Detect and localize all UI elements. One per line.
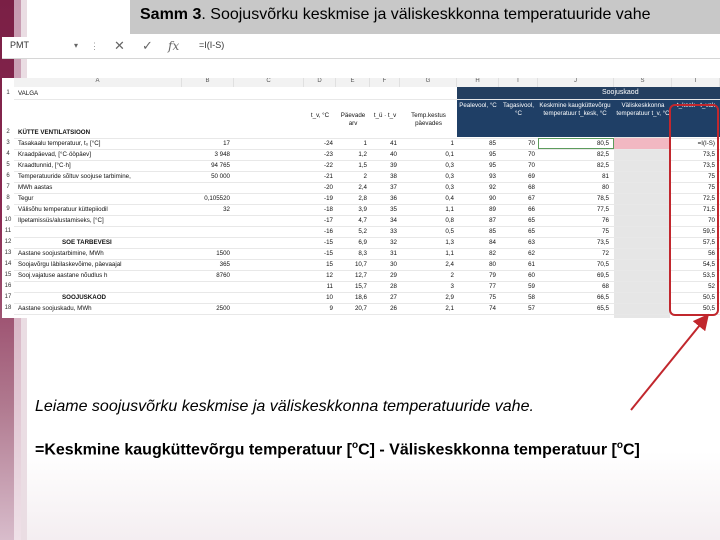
row-label[interactable]: Tasakaalu temperatuur, t₀ [°C] <box>18 140 101 147</box>
data-cell[interactable]: 11 <box>326 283 333 290</box>
data-cell[interactable]: 68 <box>602 283 609 290</box>
data-cell[interactable]: 80,5 <box>596 140 609 147</box>
data-cell[interactable]: 74 <box>489 305 496 312</box>
formula-input[interactable]: =I(I-S) <box>199 40 225 50</box>
data-cell[interactable]: 1,1 <box>445 250 454 257</box>
data-cell[interactable]: 20,7 <box>354 305 367 312</box>
data-cell[interactable]: 73,5 <box>702 162 715 169</box>
data-cell[interactable]: 37 <box>390 184 397 191</box>
data-cell[interactable]: 18,6 <box>354 294 367 301</box>
data-cell[interactable]: 12 <box>326 272 333 279</box>
data-cell[interactable]: 31 <box>390 250 397 257</box>
row-number[interactable]: 14 <box>4 261 12 267</box>
data-cell[interactable]: 41 <box>390 140 397 147</box>
data-cell[interactable]: 30 <box>390 261 397 268</box>
data-cell[interactable]: 56 <box>708 250 715 257</box>
data-cell[interactable]: 5,2 <box>358 228 367 235</box>
data-cell[interactable]: 2 <box>363 173 367 180</box>
row-number[interactable]: 6 <box>6 173 10 179</box>
data-cell[interactable]: 85 <box>489 228 496 235</box>
caption-formula-part1: =Keskmine kaugküttevõrgu temperatuur [ <box>35 441 352 459</box>
row-label[interactable]: SOE TARBEVESI <box>62 239 112 246</box>
row-number[interactable]: 4 <box>6 151 10 157</box>
data-cell[interactable]: 0,3 <box>445 162 454 169</box>
column-header[interactable]: T <box>672 78 720 87</box>
data-cell[interactable]: 75 <box>489 294 496 301</box>
row-value[interactable]: 3 948 <box>214 151 230 158</box>
right-column-header: Väliskeskkonna temperatuur t_v, °C <box>616 102 670 117</box>
row-number[interactable]: 10 <box>4 217 12 223</box>
data-cell[interactable]: 82,5 <box>596 162 609 169</box>
column-header[interactable]: C <box>234 78 304 87</box>
data-cell[interactable]: 75 <box>602 228 609 235</box>
data-cell[interactable]: 2,1 <box>445 305 454 312</box>
data-cell[interactable]: -23 <box>324 151 333 158</box>
mid-column-header: t_ü · t_v <box>373 112 397 119</box>
right-column-header: Keskmine kaugküttevõrgu temperatuur t_kesk, °C <box>539 102 611 117</box>
column-header[interactable]: D <box>304 78 336 87</box>
row-label[interactable]: Soojavõrgu läbilaskevõime, päevaajal <box>18 261 122 268</box>
right-column-header: t_kesk - t_vak <box>676 102 716 109</box>
data-cell[interactable]: 27 <box>390 294 397 301</box>
data-cell[interactable]: -19 <box>324 195 333 202</box>
data-cell[interactable]: 58 <box>528 294 535 301</box>
data-cell[interactable]: 77,5 <box>596 206 609 213</box>
data-cell[interactable]: 0,3 <box>445 184 454 191</box>
degree-symbol: o <box>616 440 623 451</box>
row-number[interactable]: 1 <box>6 90 10 96</box>
data-cell[interactable]: 57 <box>528 305 535 312</box>
data-cell[interactable]: 50,5 <box>702 294 715 301</box>
row-number[interactable]: 16 <box>4 283 12 289</box>
column-header[interactable]: A <box>14 78 182 87</box>
data-cell[interactable]: 54,5 <box>702 261 715 268</box>
row-value[interactable]: 50 000 <box>211 173 230 180</box>
data-cell[interactable]: 82 <box>489 250 496 257</box>
cancel-entry-icon[interactable]: ✕ <box>114 38 125 53</box>
data-cell[interactable]: 95 <box>489 151 496 158</box>
row-label[interactable]: Temperatuuride sõltuv soojuse tarbimine, <box>18 173 131 180</box>
data-cell[interactable]: 26 <box>390 305 397 312</box>
data-cell[interactable]: -24 <box>324 140 333 147</box>
data-cell[interactable]: 95 <box>489 162 496 169</box>
data-cell[interactable]: 89 <box>489 206 496 213</box>
caption-formula-part2: C] - Väliskeskkonna temperatuur [ <box>358 441 617 459</box>
data-cell[interactable]: 81 <box>602 173 609 180</box>
row-number[interactable]: 17 <box>4 294 12 300</box>
data-cell[interactable]: 92 <box>489 184 496 191</box>
data-cell[interactable]: 70 <box>528 151 535 158</box>
data-cell[interactable]: 1 <box>363 140 367 147</box>
column-header[interactable]: S <box>614 78 672 87</box>
row-label[interactable]: KÜTTE VENTILATSIOON <box>18 129 91 136</box>
data-cell[interactable]: 35 <box>390 206 397 213</box>
data-cell[interactable]: 77 <box>489 283 496 290</box>
data-cell[interactable]: 10 <box>326 294 333 301</box>
row-number[interactable]: 13 <box>4 250 12 256</box>
mid-column-header: t_v, °C <box>310 112 330 119</box>
data-cell[interactable]: 93 <box>489 173 496 180</box>
data-cell[interactable]: 50,5 <box>702 305 715 312</box>
data-cell[interactable]: 60 <box>528 272 535 279</box>
data-cell[interactable]: 61 <box>528 261 535 268</box>
data-cell[interactable]: 75 <box>708 173 715 180</box>
data-cell[interactable]: 34 <box>390 217 397 224</box>
data-cell[interactable]: 0,1 <box>445 151 454 158</box>
data-cell[interactable]: 6,9 <box>358 239 367 246</box>
data-cell[interactable]: 87 <box>489 217 496 224</box>
data-cell[interactable]: -17 <box>324 217 333 224</box>
data-cell[interactable]: 68 <box>528 184 535 191</box>
data-cell[interactable]: -20 <box>324 184 333 191</box>
data-cell[interactable]: 28 <box>390 283 397 290</box>
data-cell[interactable]: 69,5 <box>596 272 609 279</box>
data-cell[interactable]: 78,5 <box>596 195 609 202</box>
data-cell[interactable]: 63 <box>528 239 535 246</box>
data-cell[interactable]: 8,3 <box>358 250 367 257</box>
row-number[interactable]: 7 <box>6 184 10 190</box>
data-cell[interactable]: 80 <box>602 184 609 191</box>
data-cell[interactable]: 36 <box>390 195 397 202</box>
data-cell[interactable]: 9 <box>329 305 333 312</box>
data-cell[interactable]: 0,3 <box>445 173 454 180</box>
row-value[interactable]: 8760 <box>216 272 230 279</box>
column-header[interactable]: H <box>457 78 499 87</box>
data-cell[interactable]: -15 <box>324 250 333 257</box>
row-label[interactable]: Kraadtunnid, [°C·h] <box>18 162 71 169</box>
row-value[interactable]: 94 765 <box>211 162 230 169</box>
data-cell[interactable]: 75 <box>708 184 715 191</box>
column-header[interactable]: G <box>400 78 457 87</box>
data-cell[interactable]: 0,8 <box>445 217 454 224</box>
data-cell[interactable]: 66 <box>528 206 535 213</box>
data-cell[interactable]: 70 <box>528 162 535 169</box>
data-cell[interactable]: 2,4 <box>358 184 367 191</box>
data-cell[interactable]: -15 <box>324 239 333 246</box>
data-cell[interactable]: 70 <box>708 217 715 224</box>
data-cell[interactable]: 73,5 <box>596 239 609 246</box>
row-label[interactable]: Kraadpäevad, [°C·ööpäev] <box>18 151 91 158</box>
data-cell[interactable]: 71,5 <box>702 206 715 213</box>
degree-symbol: o <box>351 440 359 451</box>
column-header[interactable]: J <box>538 78 614 87</box>
caption-explanation: Leiame soojusvõrku keskmise ja väliskeskkonna temperatuuride vahe. <box>35 398 534 415</box>
data-cell[interactable]: =I(I-S) <box>697 140 715 147</box>
caption-formula-part3: C] <box>622 441 640 459</box>
data-cell[interactable]: 29 <box>390 272 397 279</box>
name-box[interactable]: PMT <box>10 40 29 50</box>
right-column-header: Pealevool, °C <box>459 102 497 109</box>
data-cell[interactable]: 59 <box>528 283 535 290</box>
data-cell[interactable]: 0,5 <box>445 228 454 235</box>
row-number[interactable]: 15 <box>4 272 12 278</box>
row-value[interactable]: 365 <box>219 261 230 268</box>
row-label[interactable]: VALGA <box>18 90 39 97</box>
data-cell[interactable]: 90 <box>489 195 496 202</box>
caption-formula <box>35 440 640 459</box>
data-cell[interactable]: -18 <box>324 206 333 213</box>
data-cell[interactable]: 80 <box>489 261 496 268</box>
right-column-header: Tagasivool, °C <box>503 102 534 117</box>
row-number[interactable]: 12 <box>4 239 12 245</box>
data-cell[interactable]: 15,7 <box>354 283 367 290</box>
row-label[interactable]: SOOJUSKAOD <box>62 294 107 301</box>
row-number[interactable]: 18 <box>4 305 12 311</box>
row-value[interactable]: 1500 <box>216 250 230 257</box>
data-cell[interactable]: 2,8 <box>358 195 367 202</box>
data-cell[interactable]: 1,3 <box>445 239 454 246</box>
data-cell[interactable]: 32 <box>390 239 397 246</box>
data-cell[interactable]: 62 <box>528 250 535 257</box>
formula-bar-separator-icon: ⋮ <box>90 41 99 51</box>
data-cell[interactable]: 70,5 <box>596 261 609 268</box>
data-cell[interactable]: 79 <box>489 272 496 279</box>
slide-title-step: Samm 3 <box>140 6 202 23</box>
data-cell[interactable]: 2,4 <box>445 261 454 268</box>
data-cell[interactable]: 38 <box>390 173 397 180</box>
data-cell[interactable]: 72 <box>602 250 609 257</box>
data-cell[interactable]: 1,1 <box>445 206 454 213</box>
data-cell[interactable]: 12,7 <box>354 272 367 279</box>
data-cell[interactable]: 84 <box>489 239 496 246</box>
row-label[interactable]: Sooj.vajatuse aastane nõudlus h <box>18 272 108 279</box>
data-cell[interactable]: 1,5 <box>358 162 367 169</box>
row-label[interactable]: Ilpetamissüs/alustamiseks, [°C] <box>18 217 104 224</box>
row-number[interactable]: 2 <box>6 129 10 135</box>
data-cell[interactable]: 66,5 <box>596 294 609 301</box>
data-cell[interactable]: 3 <box>450 283 454 290</box>
row-label[interactable]: Tegur <box>18 195 34 202</box>
data-cell[interactable]: 70 <box>528 140 535 147</box>
data-cell[interactable]: 85 <box>489 140 496 147</box>
row-value[interactable]: 0,105520 <box>204 195 230 202</box>
data-cell[interactable]: 67 <box>528 195 535 202</box>
data-cell[interactable]: 2,9 <box>445 294 454 301</box>
row-label[interactable]: MWh aastas <box>18 184 53 191</box>
column-header[interactable]: B <box>182 78 234 87</box>
row-number[interactable]: 5 <box>6 162 10 168</box>
data-cell[interactable]: 4,7 <box>358 217 367 224</box>
insert-function-icon[interactable]: fx <box>168 39 180 53</box>
row-label[interactable]: Aastane soojustarbimine, MWh <box>18 250 104 257</box>
data-cell[interactable]: 73,5 <box>702 151 715 158</box>
mid-column-header: Päevade arv <box>340 112 366 127</box>
data-cell[interactable]: 69 <box>528 173 535 180</box>
data-cell[interactable]: 53,5 <box>702 272 715 279</box>
data-cell[interactable]: 65 <box>528 217 535 224</box>
confirm-entry-icon[interactable]: ✓ <box>142 38 153 53</box>
row-value[interactable]: 17 <box>223 140 230 147</box>
data-cell[interactable]: -22 <box>324 162 333 169</box>
row-value[interactable]: 32 <box>223 206 230 213</box>
row-label[interactable]: Aastane soojuskadu, MWh <box>18 305 92 312</box>
data-cell[interactable]: 52 <box>708 283 715 290</box>
data-cell[interactable]: 65,5 <box>596 305 609 312</box>
data-cell[interactable]: 1 <box>450 140 454 147</box>
data-cell[interactable]: 82,5 <box>596 151 609 158</box>
section-header-label: Soojuskaod <box>602 89 639 96</box>
row-label[interactable]: Välisõhu temperatuur küttepiiodil <box>18 206 108 213</box>
data-cell[interactable]: 15 <box>326 261 333 268</box>
data-cell[interactable]: 3,9 <box>358 206 367 213</box>
data-cell[interactable]: 59,5 <box>702 228 715 235</box>
data-cell[interactable]: 1,2 <box>358 151 367 158</box>
row-value[interactable]: 2500 <box>216 305 230 312</box>
name-box-dropdown-icon[interactable]: ▾ <box>74 41 79 50</box>
row-number[interactable]: 9 <box>6 206 10 212</box>
row-number[interactable]: 3 <box>6 140 10 146</box>
column-header[interactable]: E <box>336 78 370 87</box>
data-cell[interactable]: 2 <box>450 272 454 279</box>
row-number[interactable]: 8 <box>6 195 10 201</box>
data-cell[interactable]: 65 <box>528 228 535 235</box>
column-header[interactable]: I <box>499 78 538 87</box>
data-cell[interactable]: 39 <box>390 162 397 169</box>
data-cell[interactable]: 72,5 <box>702 195 715 202</box>
data-cell[interactable]: 33 <box>390 228 397 235</box>
mid-column-header: Temp.kestus päevades <box>411 112 446 127</box>
data-cell[interactable]: 40 <box>390 151 397 158</box>
data-cell[interactable]: 10,7 <box>354 261 367 268</box>
data-cell[interactable]: -21 <box>324 173 333 180</box>
data-cell[interactable]: -16 <box>324 228 333 235</box>
slide-title-text: . Soojusvõrku keskmise ja väliskeskkonna temperatuuride vahe <box>201 6 651 23</box>
row-number[interactable]: 11 <box>4 228 12 234</box>
data-cell[interactable]: 76 <box>602 217 609 224</box>
column-header[interactable]: F <box>370 78 400 87</box>
data-cell[interactable]: 0,4 <box>445 195 454 202</box>
data-cell[interactable]: 57,5 <box>702 239 715 246</box>
